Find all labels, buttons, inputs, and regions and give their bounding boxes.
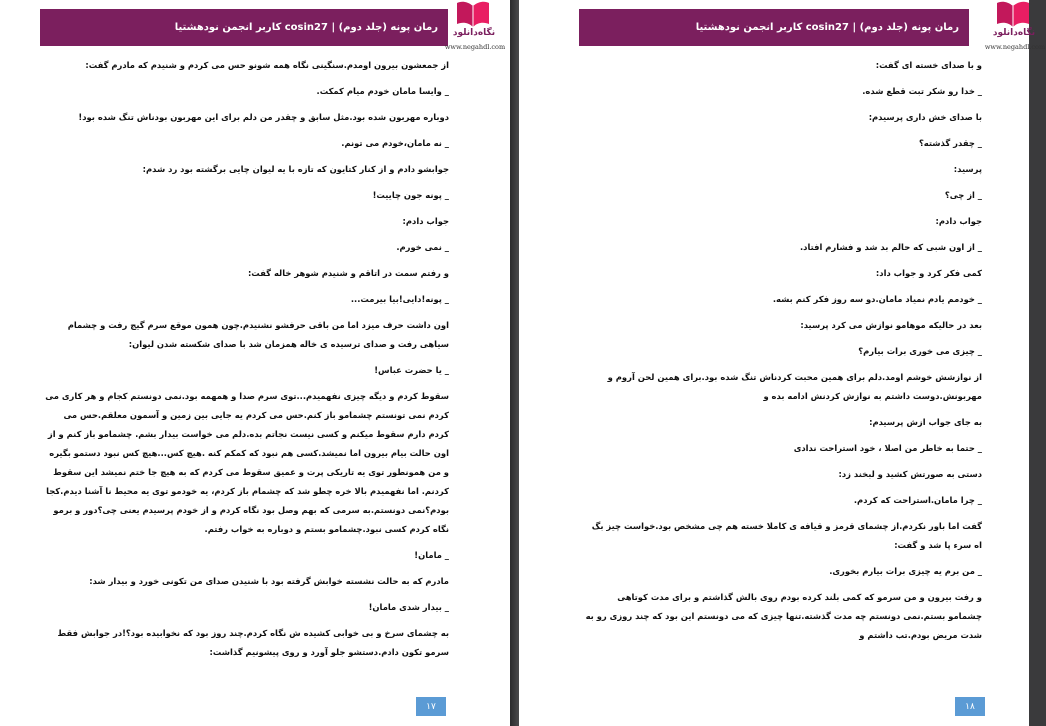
logo-url: www.negahdl.com xyxy=(444,43,506,51)
paragraph: پرسید: xyxy=(953,164,982,174)
logo-text: نگاه‌دانلود xyxy=(992,28,1036,38)
paragraph: جواب دادم: xyxy=(402,216,449,226)
paragraph: _ پونه جون چاییت! xyxy=(372,190,449,200)
paragraph: به چشمای سرخ و بی خوابی کشیده ش نگاه کردم.چند روز بود که نخوابیده بود؟!در جوابش فقط سرمو تکون دادم.دستشو جلو آورد و روی پیشونیم گذاشت: xyxy=(57,628,449,657)
paragraph: و رفت بیرون و من سرمو که کمی بلند کرده بودم روی بالش گذاشتم و برای مدت کوتاهی چشمامو بستم.نمی دونستم چه مدت گذشته.تنها چیزی که می دونستم این بود که چند روزی رو به شدت مریض بودم.تب داشتم و xyxy=(585,592,982,640)
paragraph: _ یا حضرت عباس! xyxy=(374,365,449,375)
paragraph: _ از چی؟ xyxy=(944,190,982,200)
page-gutter xyxy=(510,0,519,726)
page-body xyxy=(44,56,449,669)
page-number: ۱۷ xyxy=(416,697,446,716)
logo-url: www.negahdl.com xyxy=(984,43,1046,51)
paragraph: دوباره مهربون شده بود.مثل سابق و چقدر من دلم برای این مهربون بودناش تنگ شده بود! xyxy=(78,112,449,122)
paragraph: _ نمی خورم. xyxy=(396,242,449,252)
paragraph: به جای جواب ازش پرسیدم: xyxy=(869,417,982,427)
site-logo xyxy=(984,0,1044,56)
paragraph: کمی فکر کرد و جواب داد: xyxy=(875,268,982,278)
paragraph: جوابشو دادم و از کنار کتایون که تازه با یه لیوان چایی برگشته بود رد شدم: xyxy=(142,164,449,174)
paragraph: و رفتم سمت در اتاقم و شنیدم شوهر خاله گفت: xyxy=(247,268,449,278)
page-number: ۱۸ xyxy=(955,697,985,716)
paragraph: _ از اون شبی که حالم بد شد و فشارم افتاد. xyxy=(799,242,982,252)
paragraph: گفت اما باور نکردم.از چشمای قرمز و قیافه ی کاملا خسته هم چی مشخص بود.خواست چیز بگ اه سرء پا شد و گفت: xyxy=(591,521,982,550)
page-body xyxy=(582,56,982,652)
paragraph: سقوط کردم و دیگه چیزی نفهمیدم...توی سرم صدا و همهمه بود.نمی دونستم کجام و هر کاری می کردم نمی تونستم چشمامو باز کنم.حس می کردم یه جایی بین زمین و آسمون معلقم.حس می کردم دارم سقوط میکنم و کسی نیست نجاتم بده.دلم می خواست بیدار بشم. چشمامو باز کنم و از اون حالت بیام بیرون اما نمیشد.کسی هم نبود که کمکم کنه .هیچ کس...هیچ کس نبود دستمو بگیره و من همونطور توی یه تاریکی پرت و عمیق سقوط می کردم که به هیچ جا ختم نمیشد این سقوط کردنم. اما نفهمیدم بالا خره چطو شد که چشمام باز کردم، یه خودمو توی یه محیط نا آشنا دیدم.کجا بودم؟نمی دونستم.به سرمی که بهم وصل بود نگاه کردم و از خودم پرسیدم یعنی چی؟دور و برمو نگاه کردم کسی نبود.چشمامو بستم و دوباره به خواب رفتم. xyxy=(45,391,449,534)
paragraph: مادرم که به حالت نشسته خوابش گرفته بود با شنیدن صدای من تکونی خورد و بیدار شد: xyxy=(89,576,449,586)
paragraph: _ وایسا مامان خودم میام کمکت. xyxy=(316,86,449,96)
paragraph: جواب دادم: xyxy=(935,216,982,226)
paragraph: _ چیزی می خوری برات بیارم؟ xyxy=(858,346,982,356)
paragraph: اون داشت حرف میزد اما من باقی حرفشو نشنیدم.چون همون موقع سرم گیج رفت و چشمام سیاهی رفت و صدای ترسیده ی خاله همزمان شد با صدای شکسته شدن لیوان: xyxy=(67,320,449,349)
header-bar xyxy=(579,9,969,46)
paragraph: _ بیدار شدی مامان! xyxy=(368,602,449,612)
header-bar xyxy=(40,9,448,46)
site-logo xyxy=(444,0,504,56)
paragraph: از نوازشش خوشم اومد.دلم برای همین محبت کردناش تنگ شده بود.برای همین لحن آروم و مهربونش.دوست داشتم به نوازش کردنش ادامه بده و xyxy=(607,372,982,401)
paragraph: _ چقدر گذشته؟ xyxy=(918,138,982,148)
header-title: رمان پونه (جلد دوم) | cosin27 کاربر انجمن نودهشتیا xyxy=(695,22,959,33)
paragraph: _ حتما به خاطر من اصلا ، خود استراحت ندادی xyxy=(793,443,982,453)
paragraph: _ من برم یه چیزی برات بیارم بخوری. xyxy=(829,566,982,576)
left-page xyxy=(0,0,510,726)
paragraph: دستی به صورتش کشید و لبخند زد: xyxy=(838,469,982,479)
paragraph: _ نه مامان،خودم می تونم. xyxy=(341,138,449,148)
logo-text: نگاه‌دانلود xyxy=(452,28,496,38)
header-title: رمان پونه (جلد دوم) | cosin27 کاربر انجمن نودهشتیا xyxy=(174,22,438,33)
paragraph: با صدای خش داری پرسیدم: xyxy=(868,112,982,122)
paragraph: _ خودمم یادم نمیاد مامان.دو سه روز فکر کنم بشه. xyxy=(772,294,982,304)
paragraph: _ مامان! xyxy=(414,550,449,560)
book-icon xyxy=(996,0,1030,30)
paragraph: بعد در حالیکه موهامو نوازش می کرد پرسید: xyxy=(800,320,982,330)
book-icon xyxy=(456,0,490,30)
paragraph: و با صدای خسته ای گفت: xyxy=(875,60,982,70)
paragraph: از جمعشون بیرون اومدم.سنگینی نگاه همه شونو حس می کردم و شنیدم که مادرم گفت: xyxy=(85,60,449,70)
paragraph: _ چرا مامان.استراحت که کردم. xyxy=(853,495,982,505)
paragraph: _ خدا رو شکر تبت قطع شده. xyxy=(862,86,982,96)
paragraph: _ پونه!دایی!بیا بیرمت... xyxy=(350,294,449,304)
